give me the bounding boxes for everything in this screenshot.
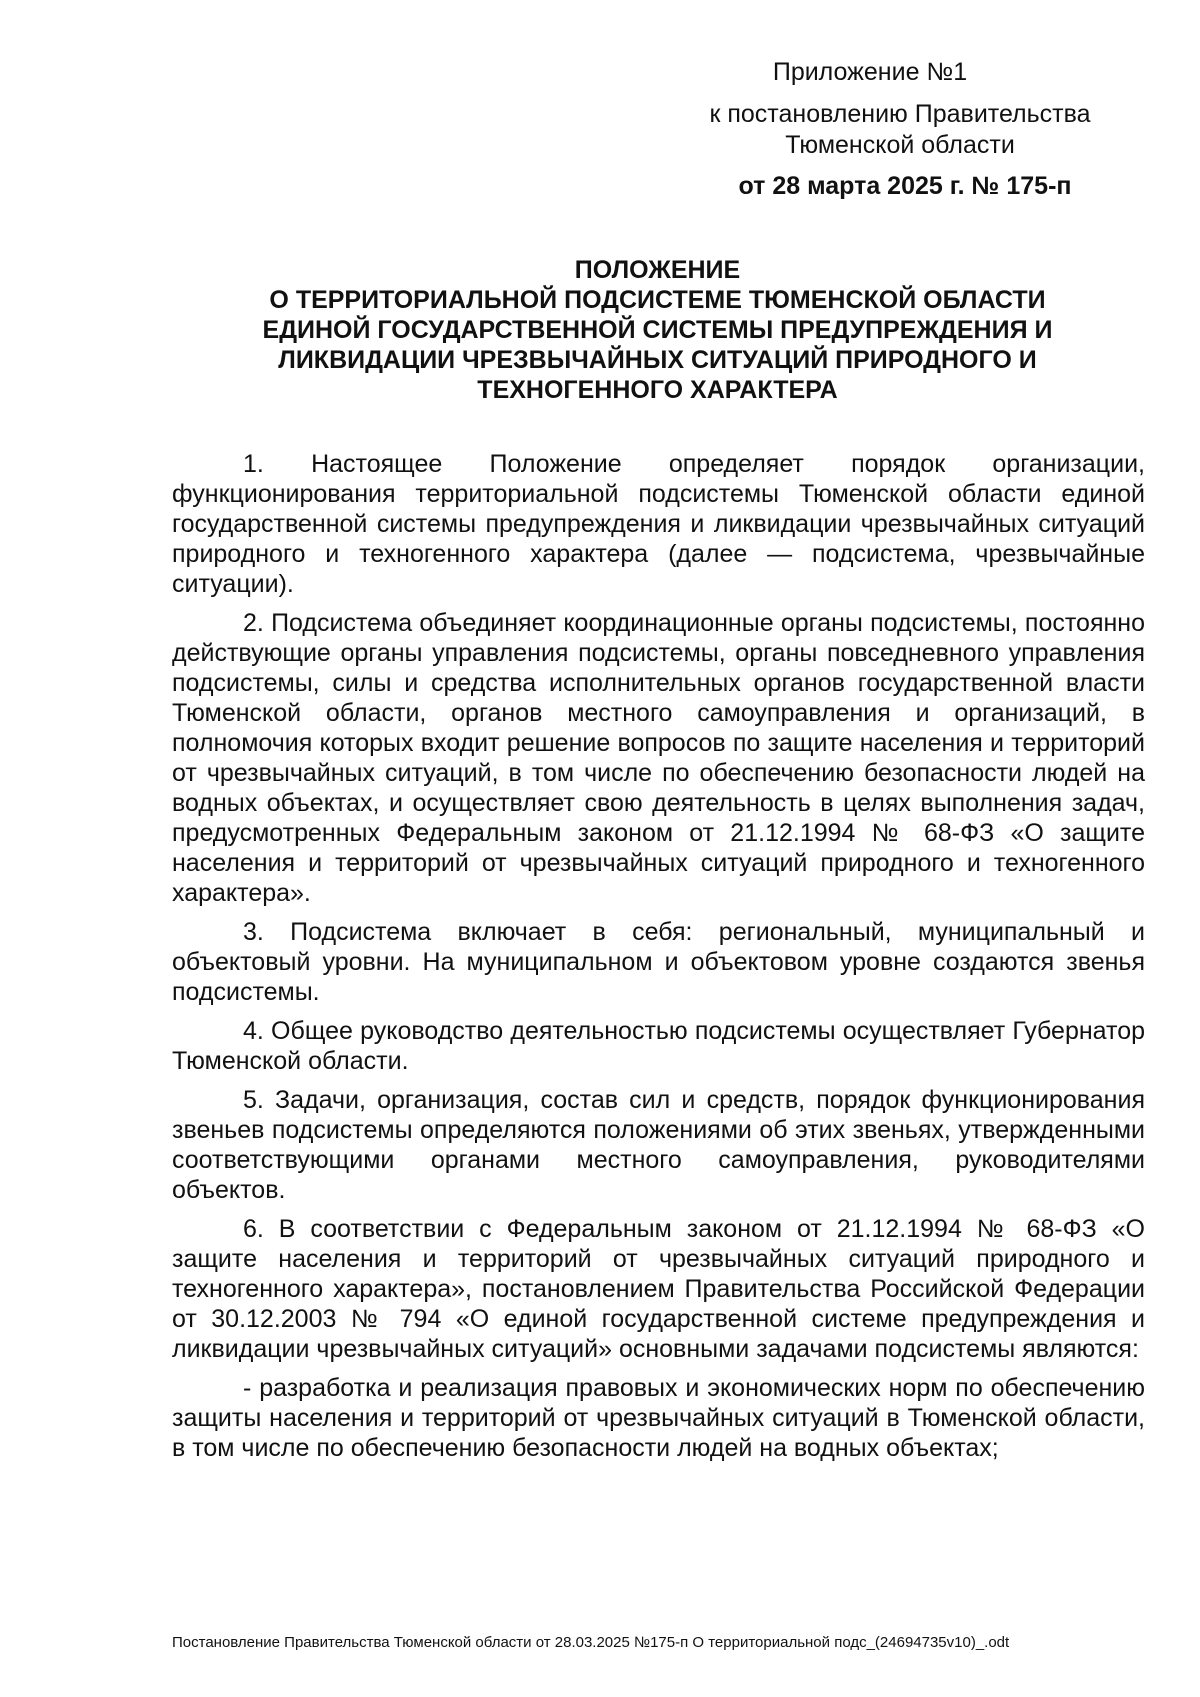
- paragraph-list-item: - разработка и реализация правовых и экономических норм по обеспечению защиты населения и территорий от чрезвычайных ситуаций в Тюменской области, в том числе по обеспечению безопасности людей на водных объектах;: [172, 1374, 1145, 1462]
- paragraph-6: 6. В соответствии с Федеральным законом от 21.12.1994 № 68-ФЗ «О защите населения и территорий от чрезвычайных ситуаций природного и техногенного характера», постановлением Правительства Российской Федерации от 30.12.2003 № 794 «О единой государственной системе предупреждения и ликвидации чрезвычайных ситуаций» основными задачами подсистемы являются:: [172, 1215, 1145, 1363]
- document-heading: [170, 255, 1145, 405]
- paragraph-2: 2. Подсистема объединяет координационные органы подсистемы, постоянно действующие органы управления подсистемы, органы повседневного управления подсистемы, силы и средства исполнительных органов государственной власти Тюменской области, органов местного самоуправления и организаций, в полномочия которых входит решение вопросов по защите населения и территорий от чрезвычайных ситуаций, в том числе по обеспечению безопасности людей на водных объектах, и осуществляет свою деятельность в целях выполнения задач, предусмотренных Федеральным законом от 21.12.1994 № 68-ФЗ «О защите населения и территорий от чрезвычайных ситуаций природного и техногенного характера».: [172, 609, 1145, 907]
- paragraph-1: 1. Настоящее Положение определяет порядок организации, функционирования территориальной подсистемы Тюменской области единой государственной системы предупреждения и ликвидации чрезвычайных ситуаций природного и техногенного характера (далее — подсистема, чрезвычайные ситуации).: [172, 450, 1145, 598]
- annex-title: Приложение №1: [772, 58, 968, 86]
- paragraph-4: 4. Общее руководство деятельностью подсистемы осуществляет Губернатор Тюменской области.: [172, 1017, 1145, 1075]
- paragraph-5: 5. Задачи, организация, состав сил и средств, порядок функционирования звеньев подсистемы определяются положениями об этих звеньях, утвержденными соответствующими органами местного самоуправления, руководителями объектов.: [172, 1086, 1145, 1204]
- annex-reference: к постановлению Правительства Тюменской области: [709, 100, 1091, 159]
- heading-line: ПОЛОЖЕНИЕ: [574, 256, 741, 284]
- page-footer-filename: Постановление Правительства Тюменской области от 28.03.2025 №175-п О территориальной подс_(24694735v10)_.odt: [172, 1634, 1010, 1651]
- annex-date: от 28 марта 2025 г. № 175-п: [738, 172, 1072, 200]
- paragraph-3: 3. Подсистема включает в себя: региональный, муниципальный и объектовый уровни. На муниципальном и объектовом уровне создаются звенья подсистемы.: [172, 918, 1145, 1006]
- heading-line: О ТЕРРИТОРИАЛЬНОЙ ПОДСИСТЕМЕ ТЮМЕНСКОЙ ОБЛАСТИ: [269, 286, 1046, 314]
- document-body: [172, 449, 1145, 1472]
- heading-line: ЕДИНОЙ ГОСУДАРСТВЕННОЙ СИСТЕМЫ ПРЕДУПРЕЖДЕНИЯ И: [262, 316, 1053, 344]
- heading-line: ТЕХНОГЕННОГО ХАРАКТЕРА: [477, 376, 838, 404]
- heading-line: ЛИКВИДАЦИИ ЧРЕЗВЫЧАЙНЫХ СИТУАЦИЙ ПРИРОДНОГО И: [278, 346, 1037, 374]
